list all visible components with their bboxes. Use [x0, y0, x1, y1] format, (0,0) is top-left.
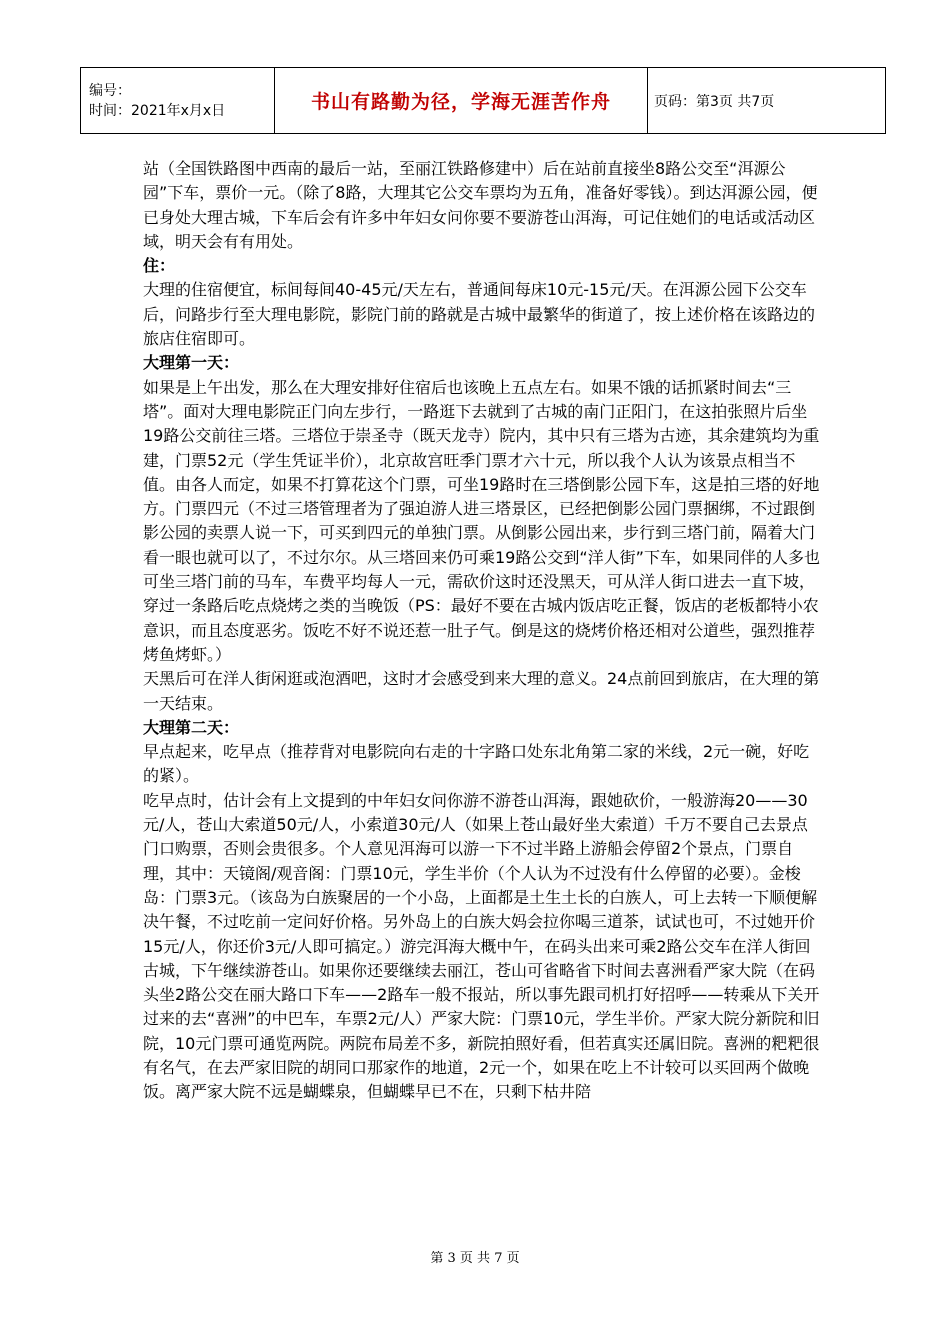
paragraph: 大理的住宿便宜，标间每间40-45元/天左右，普通间每床10元-15元/天。在洱源公园下公交车后，问路步行至大理电影院，影院门前的路就是古城中最繁华的街道了，按上述价格在该路边的旅店住宿即可。 [143, 280, 816, 349]
paragraph: 站（全国铁路图中西南的最后一站，至丽江铁路修建中）后在站前直接坐8路公交至“洱源公园”下车，票价一元。（除了8路，大理其它公交车票均为五角，准备好零钱）。到达洱源公园，便已身处大理古城，下车后会有许多中年妇女问你要不要游苍山洱海，可记住她们的电话或活动区域，明天会有有用处。 [143, 159, 818, 251]
footer-page-label: 第 3 页 共 7 页 [430, 1251, 520, 1266]
header-table [80, 67, 886, 134]
time-label: 时间：2021年x月x日 [89, 102, 226, 119]
paragraph: 天黑后可在洋人街闲逛或泡酒吧，这时才会感受到来大理的意义。24点前回到旅店，在大理的第一天结束。 [143, 669, 820, 713]
header-left-cell [81, 68, 275, 134]
page-footer [0, 1247, 950, 1266]
number-label: 编号： [89, 82, 131, 99]
paragraph: 吃早点时，估计会有上文提到的中年妇女问你游不游苍山洱海，跟她砍价，一般游海20——30元/人，苍山大索道50元/人，小索道30元/人（如果上苍山最好坐大索道）千万不要自己去景点门口购票，否则会贵很多。个人意见洱海可以游一下不过半路上游船会停留2个景点，门票自理，其中：天镜阁/观音阁：门票10元，学生半价（个人认为不过没有什么停留的必要）。金梭岛：门票3元。（该岛为白族聚居的一个小岛，上面都是土生土长的白族人，可上去转一下顺便解决午餐，不过吃前一定问好价格。另外岛上的白族大妈会拉你喝三道茶，试试也可，不过她开价15元/人，你还价3元/人即可搞定。）游完洱海大概中午，在码头出来可乘2路公交车在洋人街回古城，下午继续游苍山。如果你还要继续去丽江，苍山可省略省下时间去喜洲看严家大院（在码头坐2路公交在丽大路口下车——2路车一般不报站，所以事先跟司机打好招呼——转乘从下关开过来的去“喜洲”的中巴车，车票2元/人）严家大院：门票10元，学生半价。严家大院分新院和旧院，10元门票可通览两院。两院布局差不多，新院拍照好看，但若真实还属旧院。喜洲的粑粑很有名气，在去严家旧院的胡同口那家作的地道，2元一个，如果在吃上不计较可以买回两个做晚饭。离严家大院不远是蝴蝶泉，但蝴蝶早已不在，只剩下枯井陪 [143, 790, 820, 1102]
header-motto-cell [275, 68, 648, 134]
section-heading: 住： [143, 256, 176, 276]
motto: 书山有路勤为径，学海无涯苦作舟 [310, 91, 611, 113]
paragraph: 早点起来，吃早点（推荐背对电影院向右走的十字路口处东北角第二家的米线，2元一碗，好吃的紧）。 [143, 742, 810, 786]
section-heading: 大理第一天： [143, 353, 240, 373]
page-code: 页码：第3页 共7页 [654, 93, 775, 110]
paragraph: 如果是上午出发，那么在大理安排好住宿后也该晚上五点左右。如果不饿的话抓紧时间去“三塔”。面对大理电影院正门向左步行，一路逛下去就到了古城的南门正阳门，在这拍张照片后坐19路公交前往三塔。三塔位于崇圣寺（既天龙寺）院内，其中只有三塔为古迹，其余建筑均为重建，门票52元（学生凭证半价），北京故宫旺季门票才六十元，所以我个人认为该景点相当不值。由各人而定，如果不打算花这个门票，可坐19路时在三塔倒影公园下车，这是拍三塔的好地方。门票四元（不过三塔管理者为了强迫游人进三塔景区，已经把倒影公园门票捆绑，不过跟倒影公园的卖票人说一下，可买到四元的单独门票。从倒影公园出来，步行到三塔门前，隔着大门看一眼也就可以了，不过尔尔。从三塔回来仍可乘19路公交到“洋人街”下车，如果同伴的人多也可坐三塔门前的马车，车费平均每人一元，需砍价这时还没黑天，可从洋人街口进去一直下坡，穿过一条路后吃点烧烤之类的当晚饭（PS：最好不要在古城内饭店吃正餐，饭店的老板都特小农意识，而且态度恶劣。饭吃不好不说还惹一肚子气。倒是这的烧烤价格还相对公道些，强烈推荐烤鱼烤虾。） [143, 377, 820, 664]
header-right-cell [648, 68, 886, 134]
document-body [143, 157, 823, 1105]
section-heading: 大理第二天： [143, 717, 240, 737]
